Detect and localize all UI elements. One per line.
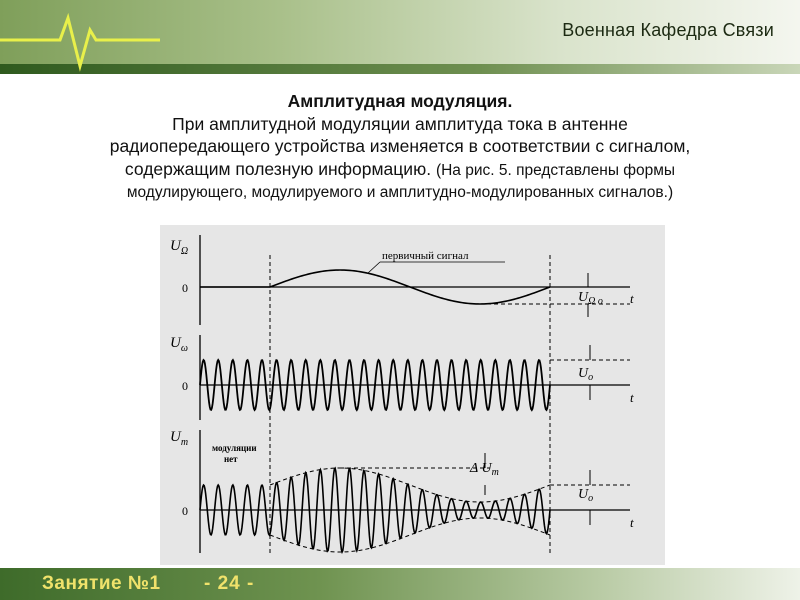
text-line-3-small: (На рис. 5. представлены формы xyxy=(435,161,676,179)
panel3-axis-label: $U_m$ xyxy=(170,429,189,448)
panel2-t: t xyxy=(630,390,634,405)
text-line-3-main: содержащим полезную информацию. xyxy=(124,158,432,179)
text-line-1: При амплитудной модуляции амплитуда тока в антенне xyxy=(172,113,628,134)
description-text xyxy=(100,90,700,205)
panel1-annotation: первичный сигнал xyxy=(382,250,469,262)
panel2-amp-label: $U_о$ xyxy=(578,366,594,383)
header-title: Военная Кафедра Связи xyxy=(562,20,774,40)
panel2-axis-label: $U_\omega$ xyxy=(170,335,188,354)
modulation-figure xyxy=(160,225,665,565)
panel1-t: t xyxy=(630,291,634,306)
pulse-logo-icon xyxy=(0,0,160,74)
text-line-4: модулирующего, модулируемого и амплитудно-модулированных сигналов.) xyxy=(126,184,674,201)
no-modulation-label-1: модуляции xyxy=(212,443,257,453)
delta-um-label: Δ $U_m$ xyxy=(470,461,499,478)
panel1-amp-label: $U_{\Omega о}$ xyxy=(578,290,603,307)
panel1-zero: 0 xyxy=(182,281,188,295)
page-number: - 24 - xyxy=(204,573,255,594)
annotation-leader xyxy=(368,262,380,273)
text-line-2: радиопередающего устройства изменяется в соответствии с сигналом, xyxy=(109,136,691,156)
panel3-t: t xyxy=(630,515,634,530)
section-heading: Амплитудная модуляция. xyxy=(287,91,513,111)
panel3-amp-label: $U_о$ xyxy=(578,487,594,504)
modulation-diagram xyxy=(160,225,665,565)
text-line-3 xyxy=(100,158,700,183)
lesson-label: Занятие №1 xyxy=(42,573,161,594)
panel2-zero: 0 xyxy=(182,379,188,393)
no-modulation-label-2: нет xyxy=(224,454,238,464)
panel3-zero: 0 xyxy=(182,504,188,518)
panel1-axis-label: $U_\Omega$ xyxy=(170,238,189,257)
